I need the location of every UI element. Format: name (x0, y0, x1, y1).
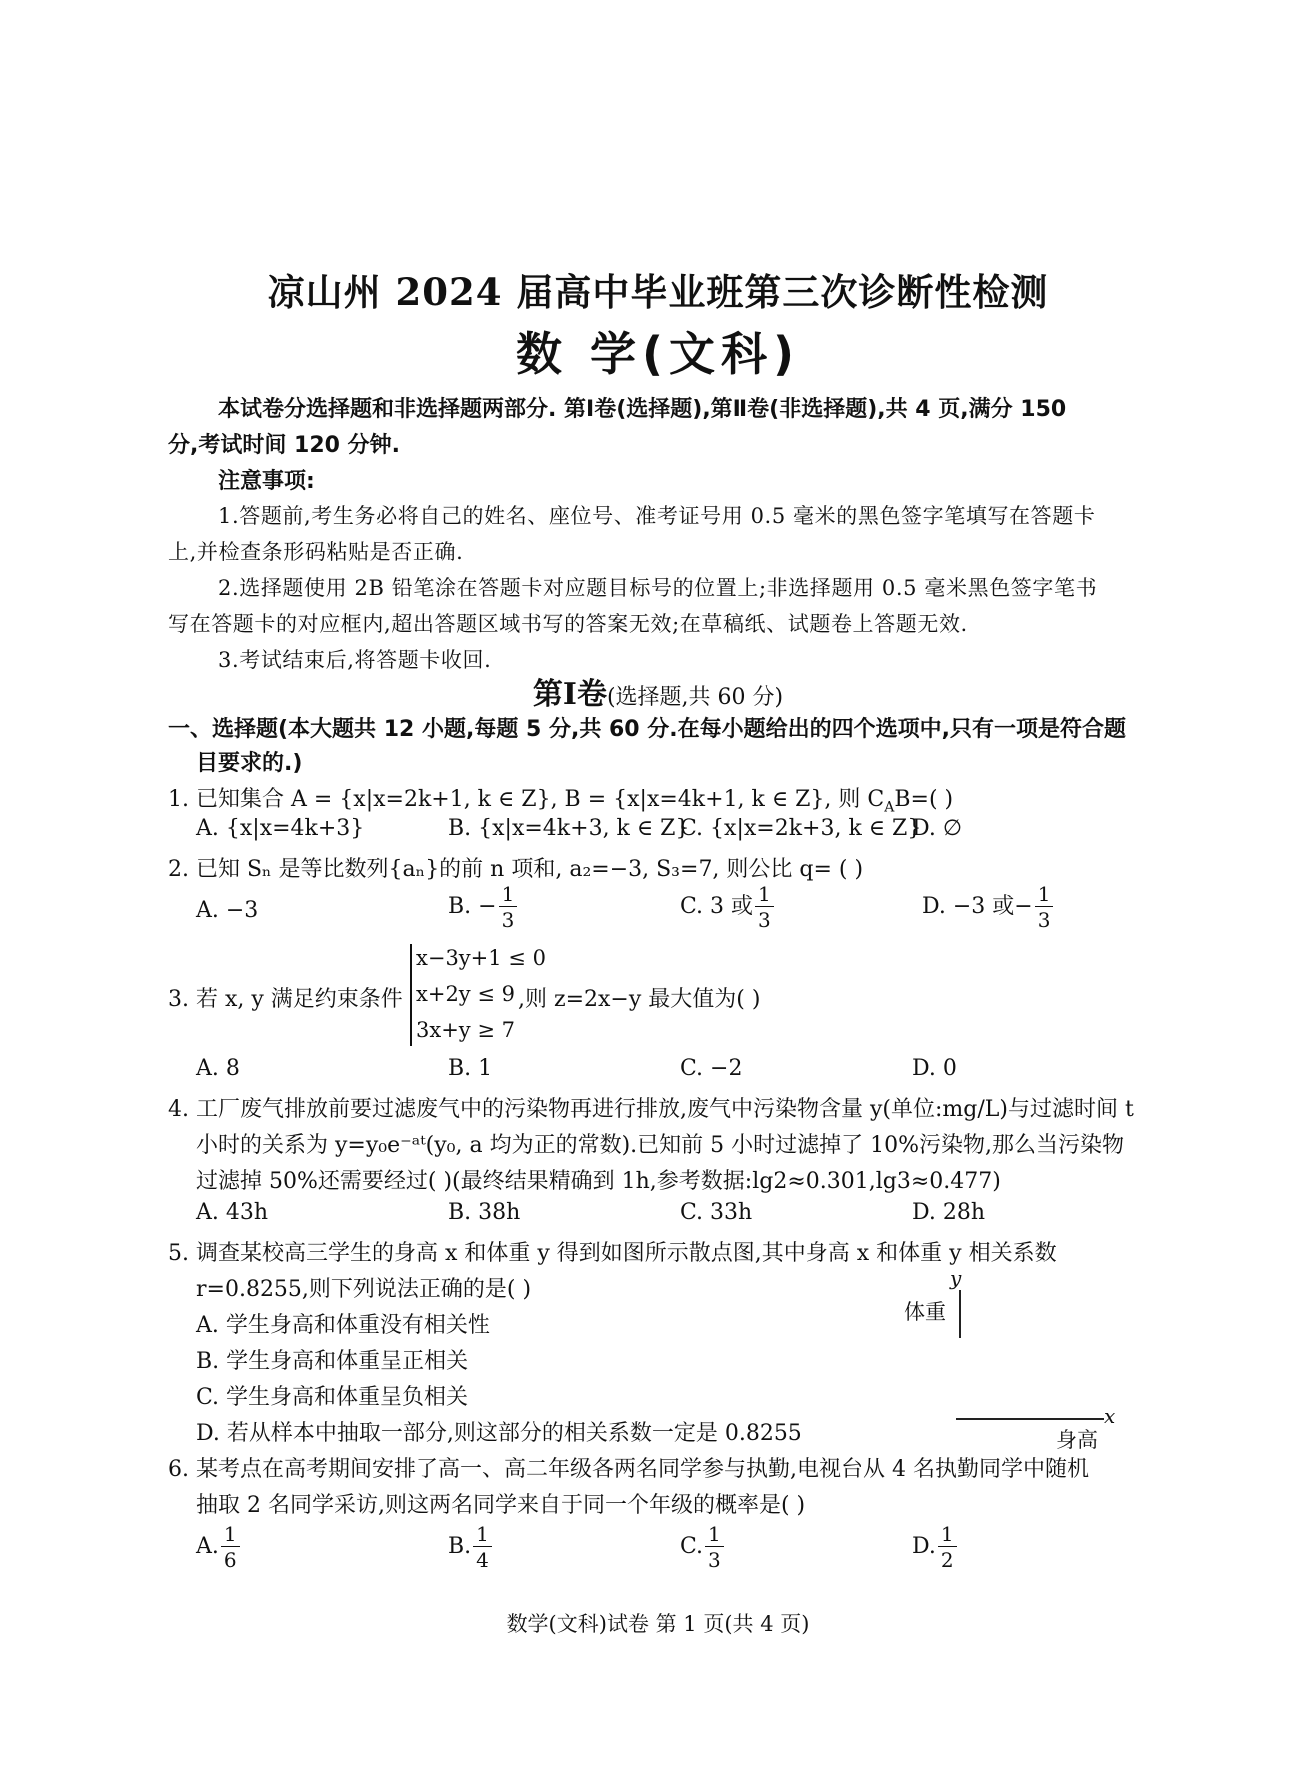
q6-a-den: 6 (223, 1548, 237, 1572)
scatter-y-letter: y (950, 1266, 962, 1290)
q2-c-prefix: C. 3 或 (680, 894, 754, 919)
q2-b-prefix: B. − (448, 894, 497, 919)
notes-heading: 注意事项: (218, 469, 315, 494)
note-item-1a: 1.答题前,考生务必将自己的姓名、座位号、准考证号用 0.5 毫米的黑色签字笔填写在答题卡 (218, 504, 1096, 528)
part1-line-2: 目要求的.) (196, 751, 303, 776)
exam-title: 凉山州 2024 届高中毕业班第三次诊断性检测 (267, 270, 1049, 314)
q6-c-num: 1 (705, 1524, 724, 1547)
scatter-y-axis (959, 1290, 961, 1338)
q2-b-fraction (499, 884, 518, 930)
q1-stem-end: B=( ) (894, 787, 954, 812)
q2-d-prefix: D. −3 或− (922, 894, 1033, 919)
scatter-y-label: 体重 (904, 1300, 946, 1324)
q2-c-den: 3 (758, 908, 771, 932)
q1-option-d: D. ∅ (912, 816, 963, 841)
q2-c-num: 1 (755, 884, 774, 907)
subject-title: 数 学(文科) (515, 327, 801, 381)
q2-option-b (448, 884, 519, 930)
q1-stem-sub: A (884, 799, 895, 816)
q2-b-num: 1 (499, 884, 518, 907)
q6-b-num: 1 (473, 1524, 492, 1547)
q6-a-fraction (221, 1524, 240, 1570)
note-item-3: 3.考试结束后,将答题卡收回. (218, 648, 492, 672)
q6-c-fraction (705, 1524, 724, 1570)
q6-d-fraction (938, 1524, 957, 1570)
q1-option-b: B. {x|x=4k+3, k ∈ Z} (448, 816, 690, 841)
q6-option-b (448, 1524, 494, 1570)
q6-b-den: 4 (476, 1548, 489, 1572)
q6-d-num: 1 (938, 1524, 957, 1547)
question-3-stem-left: 3. 若 x, y 满足约束条件 (168, 987, 403, 1012)
q6-a-prefix: A. (196, 1534, 219, 1559)
q2-option-a: A. −3 (196, 898, 259, 923)
question-2-stem: 2. 已知 Sₙ 是等比数列{aₙ}的前 n 项和, a₂=−3, S₃=7, 则公比 q= ( ) (168, 857, 864, 882)
question-4-line-2: 小时的关系为 y=y₀e⁻ᵃᵗ(y₀, a 均为正的常数).已知前 5 小时过滤掉了 10%污染物,那么当污染物 (196, 1133, 1125, 1158)
q2-c-fraction (755, 884, 774, 930)
q2-option-c (680, 884, 776, 930)
q6-d-den: 2 (940, 1548, 954, 1572)
q1-stem-text: 1. 已知集合 A = {x|x=2k+1, k ∈ Z}, B = {x|x=4k+1, k ∈ Z}, 则 C (168, 787, 885, 812)
q3-option-a: A. 8 (196, 1056, 240, 1081)
q4-option-b: B. 38h (448, 1200, 521, 1225)
q5-option-c: C. 学生身高和体重呈负相关 (196, 1385, 469, 1410)
question-5-line-1: 5. 调查某校高三学生的身高 x 和体重 y 得到如图所示散点图,其中身高 x 和体重 y 相关系数 (168, 1241, 1057, 1266)
scatter-x-letter: x (1104, 1404, 1116, 1428)
q2-d-num: 1 (1035, 884, 1054, 907)
section-title (0, 669, 1316, 713)
q3-constraint-2: x+2y ≤ 9 (416, 982, 515, 1006)
question-6-line-1: 6. 某考点在高考期间安排了高一、高二年级各两名同学参与执勤,电视台从 4 名执勤同学中随机 (168, 1457, 1089, 1482)
q6-b-prefix: B. (448, 1534, 472, 1559)
q4-option-a: A. 43h (196, 1200, 269, 1225)
question-4-line-3: 过滤掉 50%还需要经过( )(最终结果精确到 1h,参考数据:lg2≈0.301,lg3≈0.477) (196, 1169, 1001, 1194)
q4-option-d: D. 28h (912, 1200, 986, 1225)
q2-d-fraction (1035, 884, 1054, 930)
q6-a-num: 1 (221, 1524, 240, 1547)
q6-c-prefix: C. (680, 1534, 704, 1559)
q3-constraint-3: 3x+y ≥ 7 (416, 1018, 515, 1042)
q6-option-d (912, 1524, 959, 1570)
q6-c-den: 3 (708, 1548, 721, 1572)
question-5-line-2: r=0.8255,则下列说法正确的是( ) (196, 1277, 532, 1302)
q5-option-d: D. 若从样本中抽取一部分,则这部分的相关系数一定是 0.8255 (196, 1421, 802, 1446)
question-4-line-1: 4. 工厂废气排放前要过滤废气中的污染物再进行排放,废气中污染物含量 y(单位:mg/L)与过滤时间 t (168, 1097, 1134, 1122)
section-title-sub: (选择题,共 60 分) (606, 685, 784, 710)
note-item-1b: 上,并检查条形码粘贴是否正确. (168, 540, 464, 564)
intro-line-1: 本试卷分选择题和非选择题两部分. 第Ⅰ卷(选择题),第Ⅱ卷(非选择题),共 4 页,满分 150 (218, 397, 1067, 422)
part1-line-1: 一、选择题(本大题共 12 小题,每题 5 分,共 60 分.在每小题给出的四个选项中,只有一项是符合题 (168, 717, 1126, 742)
q5-option-a: A. 学生身高和体重没有相关性 (196, 1313, 490, 1338)
q3-constraint-1: x−3y+1 ≤ 0 (416, 946, 546, 970)
section-title-main: 第Ⅰ卷 (532, 677, 607, 712)
q1-option-c: C. {x|x=2k+3, k ∈ Z} (680, 816, 922, 841)
intro-line-2: 分,考试时间 120 分钟. (168, 433, 400, 458)
q1-option-a: A. {x|x=4k+3} (196, 816, 365, 841)
q3-constraint-brace (410, 944, 412, 1046)
page-footer: 数学(文科)试卷 第 1 页(共 4 页) (506, 1612, 810, 1636)
q3-option-d: D. 0 (912, 1056, 957, 1081)
q2-option-d (922, 884, 1055, 930)
q6-option-a (196, 1524, 242, 1570)
question-1-stem (168, 782, 953, 815)
q3-option-b: B. 1 (448, 1056, 493, 1081)
q4-option-c: C. 33h (680, 1200, 753, 1225)
q2-b-den: 3 (501, 908, 515, 932)
q5-option-b: B. 学生身高和体重呈正相关 (196, 1349, 469, 1374)
q2-d-den: 3 (1037, 908, 1051, 932)
q6-option-c (680, 1524, 726, 1570)
question-6-line-2: 抽取 2 名同学采访,则这两名同学来自于同一个年级的概率是( ) (196, 1493, 806, 1518)
note-item-2b: 写在答题卡的对应框内,超出答题区域书写的答案无效;在草稿纸、试题卷上答题无效. (168, 612, 968, 636)
q3-option-c: C. −2 (680, 1056, 743, 1081)
q6-b-fraction (473, 1524, 492, 1570)
question-3-stem-right: ,则 z=2x−y 最大值为( ) (518, 987, 761, 1012)
note-item-2a: 2.选择题使用 2B 铅笔涂在答题卡对应题目标号的位置上;非选择题用 0.5 毫米黑色签字笔书 (218, 576, 1098, 600)
q6-d-prefix: D. (912, 1534, 936, 1559)
scatter-x-label: 身高 (1056, 1428, 1098, 1452)
scatter-x-axis (956, 1418, 1104, 1420)
